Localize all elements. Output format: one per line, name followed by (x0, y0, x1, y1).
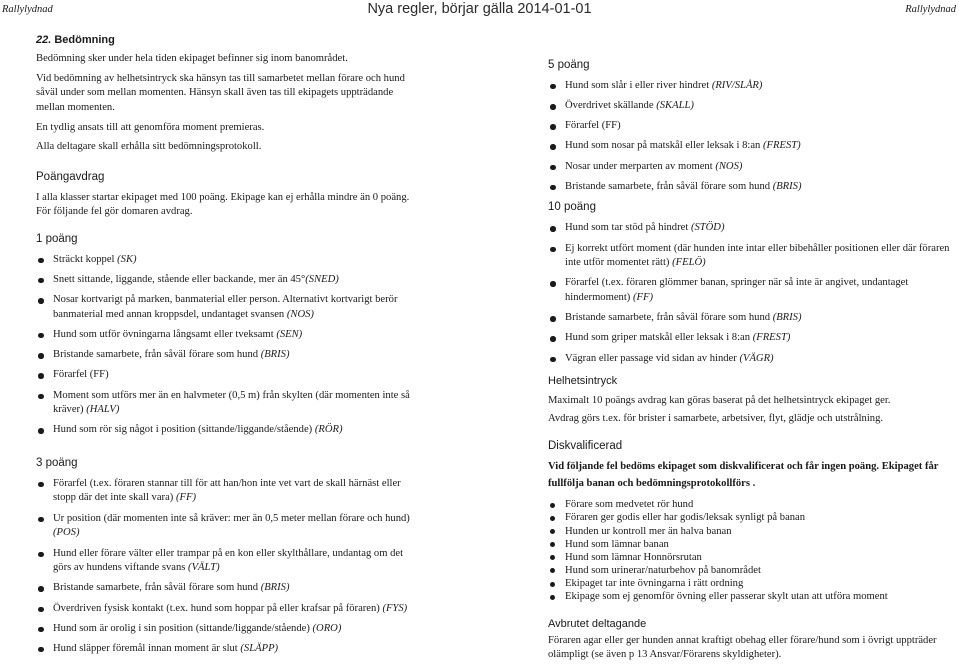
overall-heading: Helhetsintryck (548, 375, 618, 388)
disq-intro: Vid följande fel bedöms ekipaget som diskvalificerat och får ingen poäng. Ekipaget får fullfölja banan och bedömningsprotokollförs . (548, 461, 939, 489)
list-item: Förarfel (FF) (548, 119, 959, 134)
list-item: Snett sittande, liggande, stående eller backande, mer än 45°(SNED) (36, 273, 418, 288)
list-item: Förarfel (FF) (36, 368, 418, 383)
list-item: Ekipaget tar inte övningarna i rätt ordning (548, 577, 959, 590)
page-title: Nya regler, börjar gälla 2014-01-01 (367, 1, 592, 17)
list-item: Hunden ur kontroll mer än halva banan (548, 525, 959, 538)
overall-text: Avdrag görs t.ex. för brister i samarbete, arbetsiver, flyt, glädje och utstrålning. (548, 412, 884, 424)
section-title (36, 33, 418, 48)
disq-heading: Diskvalificerad (548, 439, 623, 452)
list-10-points (548, 221, 959, 366)
disq-list (548, 498, 959, 603)
list-item: Hund som rör sig något i position (sittande/liggande/stående) (RÖR) (36, 423, 418, 438)
list-item: Sträckt koppel (SK) (36, 253, 418, 268)
list-item: Hund som lämnar Honnörsrutan (548, 551, 959, 564)
right-column (548, 58, 959, 666)
list-item: Förarfel (t.ex. föraren glömmer banan, springer när så inte är angivet, undantaget hindermoment) (FF) (548, 276, 959, 305)
list-5-points (548, 79, 959, 195)
header-left: Rallylydnad (2, 4, 53, 15)
intro-paragraph: Vid bedömning av helhetsintryck ska hänsyn tas till samarbetet mellan förare och hund såväl under som mellan momenten. Hänsyn skall även tas till ekipagets uppträdande mellan momenten. (36, 72, 405, 113)
page-header (0, 0, 959, 24)
list-1-point (36, 253, 418, 438)
deductions-text: I alla klasser startar ekipaget med 100 poäng. Ekipage kan ej erhålla mindre än 0 poäng. För följande fel gör domaren avdrag. (36, 191, 410, 218)
list-item: Hund som griper matskål eller leksak i 8:an (FREST) (548, 331, 959, 346)
list-item: Hund som tar stöd på hindret (STÖD) (548, 221, 959, 236)
group-heading-3: 3 poäng (36, 457, 78, 470)
intro-paragraph: Bedömning sker under hela tiden ekipaget befinner sig inom banområdet. (36, 53, 348, 65)
list-item: Hund släpper föremål innan moment är slut (SLÄPP) (36, 642, 418, 657)
list-item: Hund som urinerar/naturbehov på banområdet (548, 564, 959, 577)
intro-paragraph: En tydlig ansats till att genomföra moment premieras. (36, 121, 265, 133)
list-item: Hund som är orolig i sin position (sittande/liggande/stående) (ORO) (36, 622, 418, 637)
aborted-heading: Avbrutet deltagande (548, 618, 647, 631)
list-item: Vägran eller passage vid sidan av hinder (VÄGR) (548, 352, 959, 367)
list-item: Hund som nosar på matskål eller leksak i 8:an (FREST) (548, 139, 959, 154)
list-item: Ej korrekt utfört moment (där hunden inte intar eller bibehåller positionen eller där föraren inte utför momentet rätt) (FELÖ) (548, 242, 959, 271)
overall-text: Maximalt 10 poängs avdrag kan göras baserat på det helhetsintryck ekipaget ger. (548, 395, 891, 407)
list-item: Ur position (där momenten inte så kräver: mer än 0,5 meter mellan förare och hund) (POS) (36, 512, 418, 541)
section-number: 22. (36, 34, 52, 46)
list-3-points (36, 477, 418, 657)
list-item: Nosar under merparten av moment (NOS) (548, 160, 959, 175)
intro-paragraph: Alla deltagare skall erhålla sitt bedömningsprotokoll. (36, 141, 262, 153)
list-item: Överdrivet skällande (SKALL) (548, 99, 959, 114)
list-item: Nosar kortvarigt på marken, banmaterial eller person. Alternativt kortvarigt berör banmaterial med annan kroppsdel, undantaget svansen (NOS) (36, 293, 418, 322)
list-item: Bristande samarbete, från såväl förare som hund (BRIS) (548, 180, 959, 195)
group-heading-5: 5 poäng (548, 59, 590, 71)
header-right: Rallylydnad (905, 4, 956, 15)
list-item: Föraren ger godis eller har godis/leksak synligt på banan (548, 511, 959, 524)
group-heading-10: 10 poäng (548, 201, 596, 214)
deductions-heading: Poängavdrag (36, 170, 105, 183)
list-item: Bristande samarbete, från såväl förare som hund (BRIS) (36, 348, 418, 363)
list-item: Ekipage som ej genomför övning eller passerar skylt utan att utföra moment (548, 590, 959, 603)
list-item: Hund eller förare välter eller trampar på en kon eller skylthållare, undantag om det görs av hundens viftande svans (VÄLT) (36, 547, 418, 576)
list-item: Förarfel (t.ex. föraren stannar till för att han/hon inte vet vart de skall härnäst eller stopp där det inte skall vara) (FF) (36, 477, 418, 506)
list-item: Hund som lämnar banan (548, 538, 959, 551)
aborted-text: Föraren agar eller ger hunden annat kraftigt obehag eller förare/hund som i övrigt uppträder olämpligt (se även p 13 Ansvar/Förarens skyldigheter). (548, 635, 937, 660)
section-title-text: Bedömning (54, 34, 115, 46)
left-column (36, 33, 418, 662)
list-item: Moment som utförs mer än en halvmeter (0,5 m) från skylten (där momenten inte så kräver) (HALV) (36, 389, 418, 418)
list-item: Förare som medvetet rör hund (548, 498, 959, 511)
list-item: Överdriven fysisk kontakt (t.ex. hund som hoppar på eller krafsar på föraren) (FYS) (36, 602, 418, 617)
group-heading-1: 1 poäng (36, 232, 78, 245)
list-item: Hund som slår i eller river hindret (RIV/SLÅR) (548, 79, 959, 94)
list-item: Hund som utför övningarna långsamt eller tveksamt (SEN) (36, 328, 418, 343)
list-item: Bristande samarbete, från såväl förare som hund (BRIS) (548, 311, 959, 326)
list-item: Bristande samarbete, från såväl förare som hund (BRIS) (36, 581, 418, 596)
